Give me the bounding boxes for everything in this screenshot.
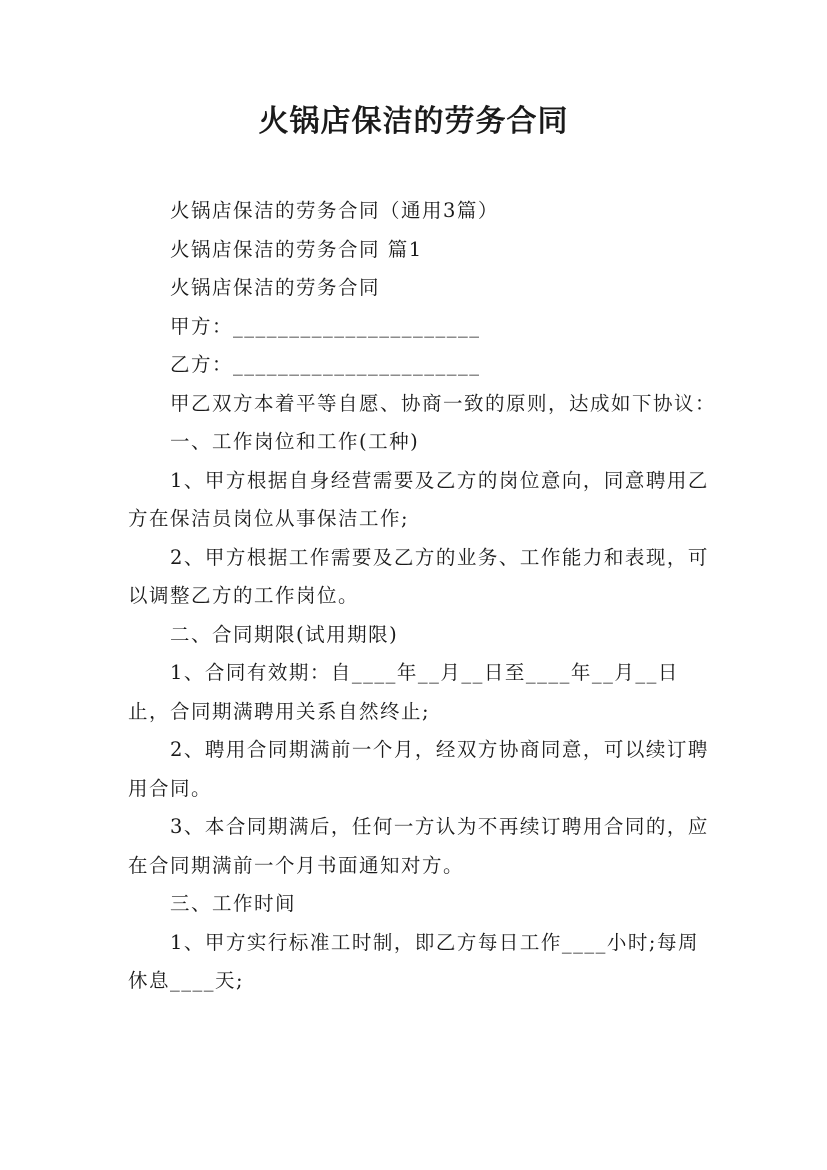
paragraph-section-3-heading: 三、工作时间	[170, 892, 297, 915]
paragraph-section-2-item-1: 1、合同有效期：自____年__月__日至____年__月__日止，合同期满聘用关系自然终止;	[128, 661, 679, 723]
paragraph-section-2-item-2: 2、聘用合同期满前一个月，经双方协商同意，可以续订聘用合同。	[128, 738, 709, 800]
paragraph-party-a: 甲方：______________________	[170, 314, 481, 338]
paragraph-section-1-item-2: 2、甲方根据工作需要及乙方的业务、工作能力和表现，可以调整乙方的工作岗位。	[128, 545, 709, 607]
paragraph-chapter-heading: 火锅店保洁的劳务合同 篇1	[170, 237, 423, 261]
document-title: 火锅店保洁的劳务合同	[258, 104, 569, 139]
paragraph-section-1-item-1: 1、甲方根据自身经营需要及乙方的岗位意向，同意聘用乙方在保洁员岗位从事保洁工作;	[128, 468, 709, 530]
paragraph-section-3-item-1: 1、甲方实行标准工时制，即乙方每日工作____小时;每周休息____天;	[128, 930, 699, 992]
paragraph-contract-name: 火锅店保洁的劳务合同	[170, 276, 381, 299]
paragraph-section-1-heading: 一、工作岗位和工作(工种)	[170, 430, 420, 453]
paragraph-agreement-preamble: 甲乙双方本着平等自愿、协商一致的原则，达成如下协议：	[170, 391, 717, 415]
paragraph-section-2-item-3: 3、本合同期满后，任何一方认为不再续订聘用合同的，应在合同期满前一个月书面通知对方。	[128, 815, 709, 877]
paragraph-intro-title: 火锅店保洁的劳务合同（通用3篇）	[170, 199, 499, 222]
paragraph-section-2-heading: 二、合同期限(试用期限)	[170, 622, 399, 646]
document-body	[128, 192, 716, 1001]
paragraph-party-b: 乙方：______________________	[170, 353, 481, 376]
